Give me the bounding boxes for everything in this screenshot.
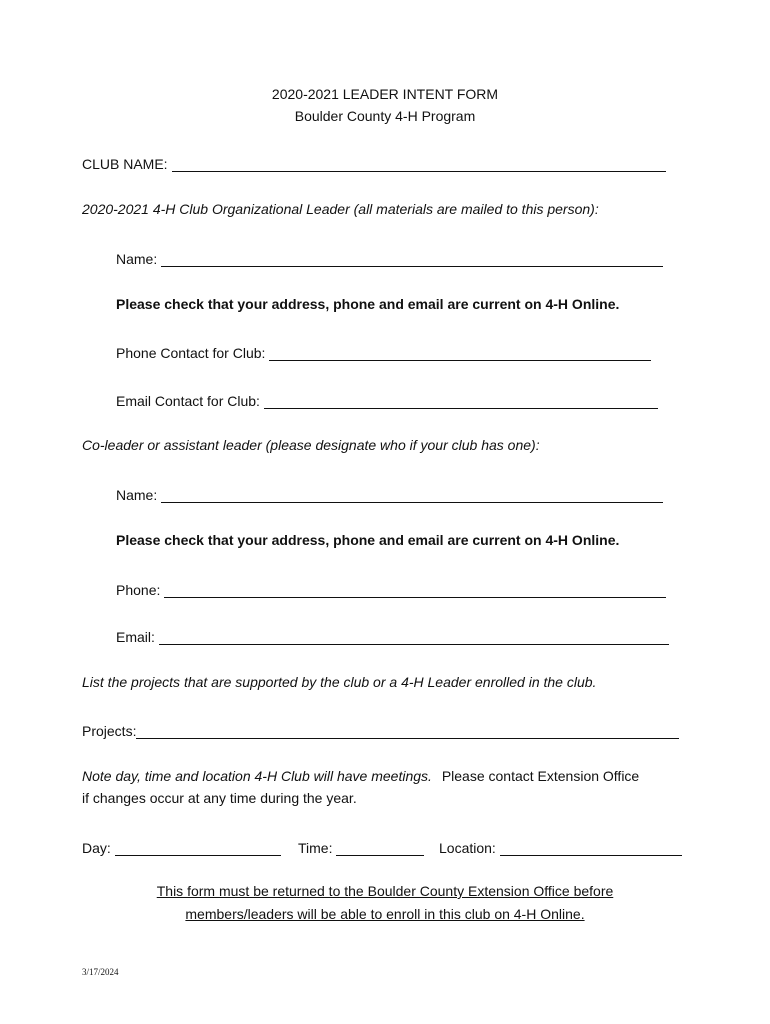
meetings-note-italic: Note day, time and location 4-H Club will have meetings. bbox=[82, 768, 432, 784]
day-label: Day: bbox=[82, 840, 111, 856]
location-field[interactable] bbox=[500, 840, 682, 856]
meetings-note-regular: Please contact Extension Office bbox=[441, 768, 640, 784]
day-row bbox=[82, 836, 281, 856]
meetings-note-line1 bbox=[82, 768, 639, 784]
org-leader-phone-row bbox=[116, 341, 651, 361]
org-leader-name-field[interactable] bbox=[161, 251, 663, 267]
org-leader-email-label: Email Contact for Club: bbox=[116, 393, 260, 409]
meetings-note-line2: if changes occur at any time during the year. bbox=[82, 790, 357, 806]
coleader-email-field[interactable] bbox=[159, 629, 669, 645]
org-leader-name-row bbox=[116, 247, 663, 267]
org-leader-check-note: Please check that your address, phone and email are current on 4-H Online. bbox=[116, 296, 620, 312]
location-label: Location: bbox=[439, 840, 496, 856]
coleader-heading: Co-leader or assistant leader (please designate who if your club has one): bbox=[82, 437, 540, 453]
org-leader-email-row bbox=[116, 389, 658, 409]
coleader-phone-label: Phone: bbox=[116, 582, 161, 598]
coleader-phone-row bbox=[116, 578, 666, 598]
coleader-check-note: Please check that your address, phone and email are current on 4-H Online. bbox=[116, 532, 620, 548]
projects-heading: List the projects that are supported by the club or a 4-H Leader enrolled in the club. bbox=[82, 674, 597, 690]
coleader-name-label: Name: bbox=[116, 487, 158, 503]
club-name-label: CLUB NAME: bbox=[82, 156, 168, 172]
projects-label: Projects: bbox=[82, 723, 137, 739]
time-field[interactable] bbox=[336, 840, 424, 856]
org-leader-phone-label: Phone Contact for Club: bbox=[116, 345, 266, 361]
return-note-line2: members/leaders will be able to enroll in this club on 4-H Online. bbox=[185, 906, 585, 922]
projects-row bbox=[82, 719, 679, 739]
time-label: Time: bbox=[298, 840, 333, 856]
coleader-phone-field[interactable] bbox=[164, 582, 666, 598]
day-field[interactable] bbox=[115, 840, 281, 856]
footer-date: 3/17/2024 bbox=[82, 967, 119, 977]
form-title: 2020-2021 LEADER INTENT FORM bbox=[271, 86, 499, 102]
coleader-email-row bbox=[116, 625, 669, 645]
org-leader-heading: 2020-2021 4-H Club Organizational Leader (all materials are mailed to this person): bbox=[82, 201, 599, 217]
location-row bbox=[439, 836, 682, 856]
coleader-email-label: Email: bbox=[116, 629, 155, 645]
coleader-name-row bbox=[116, 483, 663, 503]
return-note-line1: This form must be returned to the Boulder County Extension Office before bbox=[156, 883, 614, 899]
projects-field[interactable] bbox=[136, 723, 679, 739]
club-name-row bbox=[82, 152, 666, 172]
org-leader-name-label: Name: bbox=[116, 251, 158, 267]
coleader-name-field[interactable] bbox=[161, 487, 663, 503]
form-subtitle: Boulder County 4-H Program bbox=[294, 108, 476, 124]
org-leader-phone-field[interactable] bbox=[269, 345, 651, 361]
org-leader-email-field[interactable] bbox=[264, 393, 658, 409]
club-name-field[interactable] bbox=[172, 156, 666, 172]
time-row bbox=[298, 836, 424, 856]
